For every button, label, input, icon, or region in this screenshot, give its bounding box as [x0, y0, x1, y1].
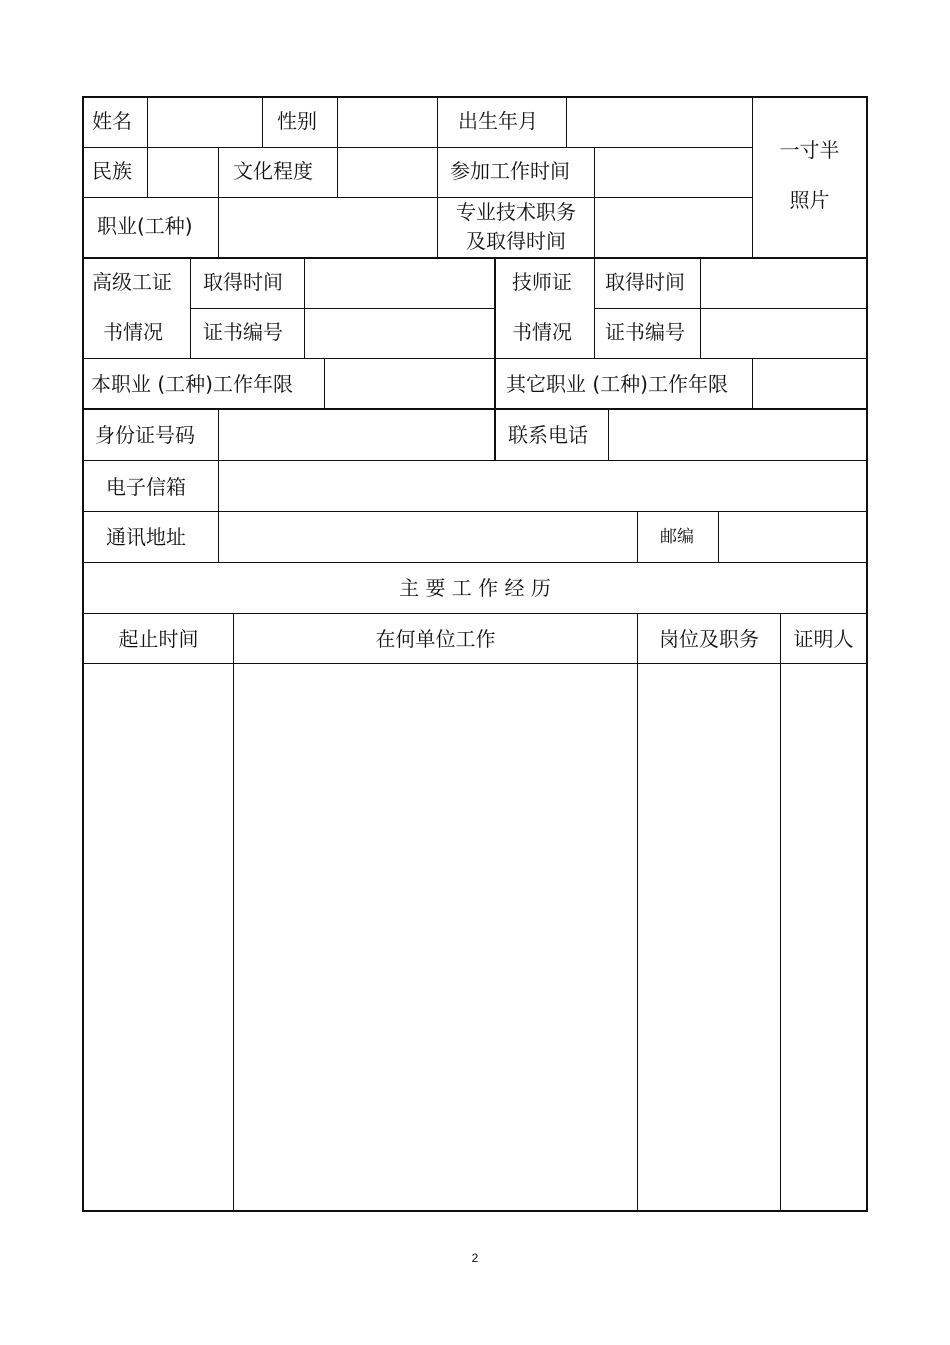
- col-divider: [637, 511, 638, 562]
- technician-obtain-time-label: 取得时间: [605, 270, 685, 294]
- technician-cert-label: 技师证: [512, 270, 572, 294]
- birth-date-field[interactable]: [567, 97, 752, 147]
- prof-title-field[interactable]: [595, 198, 752, 257]
- photo-placeholder-label: 照片: [789, 188, 830, 212]
- work-start-label: 参加工作时间: [450, 159, 570, 183]
- photo-placeholder-label: 一寸半: [779, 138, 840, 162]
- history-employer-field[interactable]: [234, 664, 637, 1210]
- name-label: 姓名: [92, 109, 132, 133]
- col-divider: [594, 257, 595, 358]
- address-field[interactable]: [219, 512, 637, 562]
- address-label: 通讯地址: [106, 525, 186, 549]
- id-number-field[interactable]: [219, 410, 494, 460]
- technician-cert-label: 书情况: [512, 320, 572, 344]
- senior-cert-label: 高级工证: [92, 270, 172, 294]
- col-divider: [190, 257, 191, 358]
- phone-label: 联系电话: [508, 423, 588, 447]
- senior-obtain-time-label: 取得时间: [203, 270, 283, 294]
- education-field[interactable]: [338, 148, 437, 197]
- senior-obtain-time-field[interactable]: [305, 259, 494, 308]
- postcode-field[interactable]: [719, 512, 866, 562]
- gender-field[interactable]: [338, 97, 437, 147]
- history-witness-field[interactable]: [781, 664, 866, 1210]
- row-divider: [82, 613, 868, 614]
- postcode-label: 邮编: [660, 527, 694, 547]
- senior-cert-no-field[interactable]: [305, 309, 494, 358]
- gender-label: 性别: [277, 109, 317, 133]
- history-col-employer: 在何单位工作: [375, 627, 496, 651]
- email-field[interactable]: [219, 461, 866, 511]
- ethnicity-field[interactable]: [148, 148, 218, 197]
- senior-cert-label: 书情况: [103, 320, 163, 344]
- history-col-position: 岗位及职务: [659, 627, 759, 651]
- history-col-period: 起止时间: [118, 627, 199, 651]
- ethnicity-label: 民族: [92, 159, 132, 183]
- senior-cert-no-label: 证书编号: [203, 320, 283, 344]
- history-col-witness: 证明人: [793, 627, 854, 651]
- prof-title-label: 及取得时间: [466, 229, 566, 253]
- work-start-field[interactable]: [595, 148, 752, 197]
- prof-title-label: 专业技术职务: [456, 200, 576, 224]
- technician-obtain-time-field[interactable]: [701, 259, 866, 308]
- years-this-occupation-label: 本职业 (工种)工作年限: [91, 372, 293, 396]
- email-label: 电子信箱: [106, 475, 186, 499]
- occupation-label: 职业(工种): [97, 214, 193, 238]
- col-divider: [262, 96, 263, 147]
- name-field[interactable]: [148, 97, 262, 147]
- history-period-field[interactable]: [84, 664, 233, 1210]
- education-label: 文化程度: [233, 159, 313, 183]
- work-history-title: 主 要 工 作 经 历: [399, 576, 551, 600]
- occupation-field[interactable]: [219, 198, 437, 257]
- years-other-occupation-label: 其它职业 (工种)工作年限: [506, 372, 728, 396]
- page-number: 2: [471, 1251, 479, 1265]
- birth-date-label: 出生年月: [458, 109, 538, 133]
- phone-field[interactable]: [609, 410, 866, 460]
- col-divider: [494, 257, 496, 460]
- row-divider: [82, 562, 868, 563]
- history-position-field[interactable]: [638, 664, 780, 1210]
- years-other-occupation-field[interactable]: [753, 359, 866, 408]
- technician-cert-no-label: 证书编号: [605, 320, 685, 344]
- technician-cert-no-field[interactable]: [701, 309, 866, 358]
- photo-box[interactable]: [753, 97, 866, 257]
- years-this-occupation-field[interactable]: [325, 359, 494, 408]
- id-number-label: 身份证号码: [95, 423, 195, 447]
